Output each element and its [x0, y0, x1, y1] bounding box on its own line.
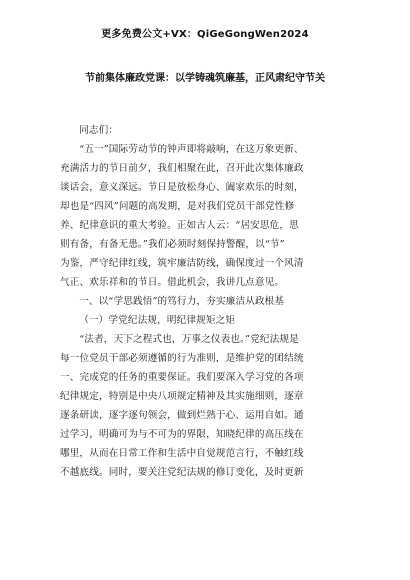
paragraph-line: 气正、欢乐祥和的节日。借此机会，我讲几点意见。 [60, 277, 285, 288]
paragraph-line: 每一位党员干部必须遵循的行为准则，是维护党的团结统 [60, 353, 304, 364]
paragraph-line: 却也是“四风”问题的高发期，是对我们党员干部党性修 [60, 201, 295, 212]
paragraph-line: “法者，天下之程式也，万事之仪表也。”党纪法规是 [79, 334, 299, 345]
paragraph-line: 过学习，明确可为与不可为的界限，知晓纪律的高压线在 [60, 429, 304, 440]
paragraph-line: 逐条研读，逐字逐句领会，做到烂熟于心、运用自如。通 [60, 410, 304, 421]
paragraph-line: 不越底线。同时，要关注党纪法规的修订变化，及时更新 [60, 467, 304, 478]
paragraph-line: 养、纪律意识的重大考验。正如古人云：“居安思危，思 [60, 220, 299, 231]
paragraph-line: 为鉴，严守纪律红线，筑牢廉洁防线，确保度过一个风清 [60, 258, 304, 269]
paragraph-line: 哪里，从而在日常工作和生活中自觉规范言行，不触红线 [60, 448, 304, 459]
paragraph-line: 则有备，有备无患。”我们必须时刻保持警醒，以“节” [60, 239, 285, 250]
subsection-heading: （一）学党纪法规，明纪律规矩之矩 [79, 315, 236, 326]
paragraph-line: 谈话会，意义深远。节日是放松身心、阖家欢乐的时刻， [60, 182, 304, 193]
paragraph-line: “五一”国际劳动节的钟声即将敲响，在这万象更新、 [79, 144, 304, 155]
salutation: 同志们： [79, 125, 119, 136]
paragraph-line: 纪律规定，特别是中央八项规定精神及其实施细则，逐章 [60, 391, 304, 402]
watermark-header: 更多免费公文+VX：QiGeGongWen2024 [101, 29, 309, 40]
document-body [60, 121, 350, 482]
document-title: 节前集体廉政党课：以学铸魂筑廉基，正风肃纪守节关 [85, 73, 325, 84]
paragraph-line: 一、完成党的任务的重要保证。我们要深入学习党的各项 [60, 372, 304, 383]
paragraph-line: 充满活力的节日前夕，我们相聚在此，召开此次集体廉政 [60, 163, 304, 174]
section-heading: 一、以“学思践悟”的笃行力，夯实廉洁从政根基 [79, 296, 285, 307]
